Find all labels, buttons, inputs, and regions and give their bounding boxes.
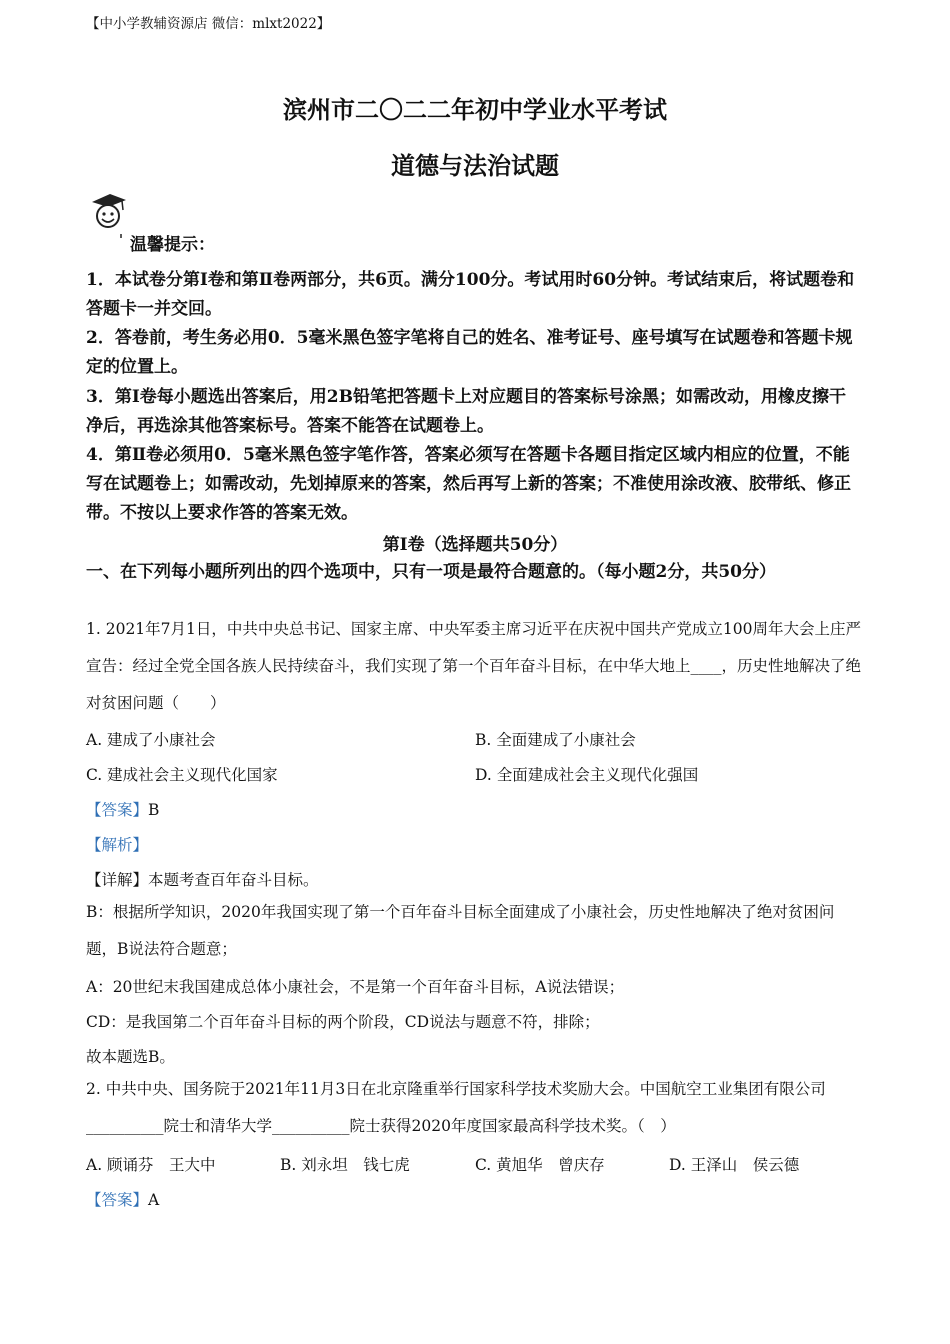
q1-explain-cd: CD：是我国第二个百年奋斗目标的两个阶段，CD说法与题意不符，排除； [86,1013,600,1031]
q2-option-b: B. 刘永坦 钱七虎 [280,1156,410,1174]
detail-text: 本题考查百年奋斗目标。 [148,871,319,889]
q1-option-b: B. 全面建成了小康社会 [475,731,636,749]
notice-4: 4．第Ⅱ卷必须用0．5毫米黑色签字笔作答，答案必须写在答题卡各题目指定区域内相应的位置，不能写在试题卷上；如需改动，先划掉原来的答案，然后再写上新的答案；不准使用涂改液、胶带纸、修正带。不按以上要求作答的答案无效。 [86,445,851,523]
header-note: 【中小学教辅资源店 微信：mlxt2022】 [86,16,331,32]
answer-label: 【答案】 [86,801,149,819]
page-subtitle: 道德与法治试题 [391,151,559,180]
page-title: 滨州市二〇二二年初中学业水平考试 [283,95,667,124]
q1-analysis-label: 【解析】 [86,836,149,854]
q1-option-d: D. 全面建成社会主义现代化强国 [475,766,699,784]
detail-label: 【详解】 [86,871,149,889]
q2-option-d: D. 王泽山 侯云德 [669,1156,800,1174]
q2-option-c: C. 黄旭华 曾庆存 [475,1156,605,1174]
q1-answer [86,798,159,820]
q1-option-a: A. 建成了小康社会 [86,731,216,749]
question-1-stem: 1. 2021年7月1日，中共中央总书记、国家主席、中央军委主席习近平在庆祝中国共产党成立100周年大会上庄严宣告：经过全党全国各族人民持续奋斗，我们实现了第一个百年奋斗目标，在中华大地上____，历史性地解决了绝对贫困问题（ ） [86,620,862,712]
part-title: 一、在下列每小题所列出的四个选项中，只有一项是最符合题意的。（每小题2分，共50分） [86,562,776,582]
answer-value: B [148,801,160,819]
notice-3: 3．第Ⅰ卷每小题选出答案后，用2B铅笔把答题卡上对应题目的答案标号涂黑；如需改动，用橡皮擦干净后，再选涂其他答案标号。答案不能答在试题卷上。 [86,387,846,436]
notice-1: 1．本试卷分第Ⅰ卷和第Ⅱ卷两部分，共6页。满分100分。考试用时60分钟。考试结束后，将试题卷和答题卡一并交回。 [86,270,855,319]
smiley-mascot-icon [88,190,128,240]
q1-explain-b: B：根据所学知识，2020年我国实现了第一个百年奋斗目标全面建成了小康社会，历史性地解决了绝对贫困问题，B说法符合题意； [86,903,835,958]
q1-option-c: C. 建成社会主义现代化国家 [86,766,278,784]
question-2-stem: 2. 中共中央、国务院于2021年11月3日在北京隆重举行国家科学技术奖励大会。中国航空工业集团有限公司__________院士和清华大学__________院士获得2020年度国家最高科学技术奖。（ ） [86,1080,826,1135]
notice-2: 2．答卷前，考生务必用0．5毫米黑色签字笔将自己的姓名、准考证号、座号填写在试题卷和答题卡规定的位置上。 [86,328,853,377]
q1-conclusion: 故本题选B。 [86,1048,175,1066]
q1-explain-a: A：20世纪末我国建成总体小康社会，不是第一个百年奋斗目标，A说法错误； [86,978,625,996]
q2-answer [86,1188,159,1210]
tip-title: 温馨提示： [130,235,215,255]
answer-value: A [148,1191,160,1209]
q1-detail [86,868,319,890]
q2-option-a: A. 顾诵芬 王大中 [86,1156,216,1174]
answer-label: 【答案】 [86,1191,149,1209]
section-title: 第Ⅰ卷（选择题共50分） [382,535,568,555]
